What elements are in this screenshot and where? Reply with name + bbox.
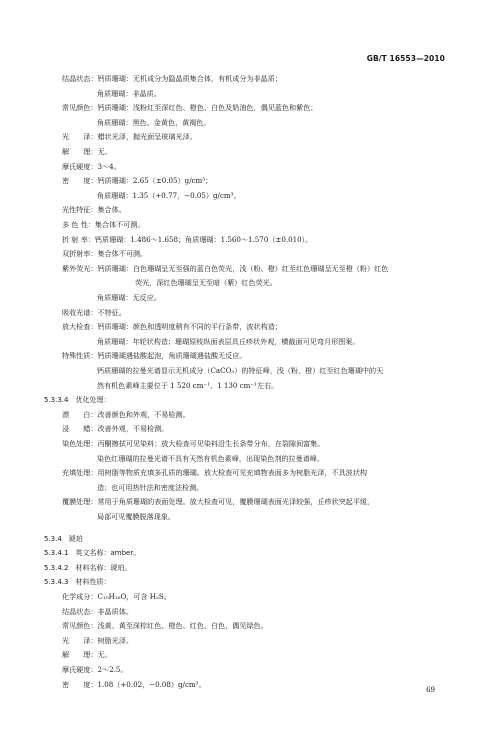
line-cleavage: 解 理：无。 bbox=[62, 147, 112, 156]
line-absorption-spectrum: 吸收光谱：不特征。 bbox=[62, 308, 126, 317]
line-uv-fluorescence: 紫外荧光：钙质珊瑚：白色珊瑚呈无至强的蓝白色荧光，浅（粉、橙）红至红色珊瑚呈无至橙（粉）红色 bbox=[62, 264, 389, 273]
line-amber-common-color: 常见颜色：浅黄、黄至深棕红色、橙色、红色、白色，偶见绿色。 bbox=[62, 621, 268, 630]
line-chemical-composition: 化学成分：C₁₀H₁₆O，可含 H₂S。 bbox=[62, 592, 171, 601]
line-common-color: 常见颜色：钙质珊瑚：浅粉红至深红色、橙色、白色及奶油色，偶见蓝色和紫色； bbox=[62, 103, 318, 112]
line-uv-fluorescence-cont: 荧光，深红色珊瑚呈无至暗（紫）红色荧光。 bbox=[135, 278, 277, 287]
line-magnification: 放大检查：钙质珊瑚：颜色和透明度稍有不同的平行条带，波状构造； bbox=[62, 322, 282, 331]
line-common-color-horny: 角质珊瑚：黑色、金黄色、黄褐色。 bbox=[97, 118, 211, 127]
line-density-horny: 角质珊瑚：1.35（+0.77，−0.05）g/cm³。 bbox=[97, 191, 241, 200]
line-luster: 光 泽：蜡状光泽，抛光面呈玻璃光泽。 bbox=[62, 132, 197, 141]
section-heading-5-3-4-2: 5.3.4.2 材料名称：琥珀。 bbox=[44, 564, 132, 572]
line-coating: 覆膜处理：常用于角质珊瑚的表面处理。放大检查可见，覆膜珊瑚表面光泽较强，丘疹状突起平缓， bbox=[62, 497, 375, 506]
line-amber-crystal-state: 结晶状态：非晶质体。 bbox=[62, 607, 133, 616]
line-density: 密 度：钙质珊瑚：2.65（±0.05）g/cm³； bbox=[62, 176, 213, 185]
section-heading-5-3-4-3: 5.3.4.3 材料性质： bbox=[44, 578, 111, 586]
line-raman-spectrum: 钙质珊瑚的拉曼光谱显示无机成分（CaCO₃）的特征峰，浅（粉、橙）红至红色珊瑚中的天 bbox=[97, 366, 384, 375]
line-amber-density: 密 度：1.08（+0.02，−0.08）g/cm³。 bbox=[62, 680, 206, 689]
standard-number: GB/T 16553—2010 bbox=[366, 54, 445, 63]
line-dyeing: 染色处理：丙酮擦拭可见染料；放大检查可见染料沿生长条带分布，在裂隙间富集。 bbox=[62, 439, 325, 448]
line-uv-fluorescence-horny: 角质珊瑚：无反应。 bbox=[97, 293, 161, 302]
line-amber-cleavage: 解 理：无。 bbox=[62, 650, 112, 659]
line-crystal-state-horny: 角质珊瑚：非晶质。 bbox=[97, 89, 161, 98]
section-heading-5-3-4: 5.3.4 琥珀 bbox=[44, 535, 83, 543]
line-refractive-index: 折 射 率：钙质珊瑚：1.486～1.658；角质珊瑚：1.560～1.570（±0.010）。 bbox=[62, 235, 313, 244]
line-amber-mohs-hardness: 摩氏硬度：2～2.5。 bbox=[62, 665, 128, 674]
line-bleaching: 漂 白：改善颜色和外观，不易检测。 bbox=[62, 410, 190, 419]
line-pleochroism: 多 色 性：集合体不可测。 bbox=[62, 220, 145, 229]
line-coating-cont: 局部可见覆膜脱落现象。 bbox=[97, 512, 176, 521]
line-filling: 充填处理：用树脂等物质充填多孔质的珊瑚。放大检查可见充填物表面多为树脂光泽，不具波状构 bbox=[62, 468, 368, 477]
line-amber-luster: 光 泽：树脂光泽。 bbox=[62, 636, 133, 645]
section-heading-5-3-3-4: 5.3.3.4 优化处理： bbox=[44, 396, 111, 404]
line-magnification-horny: 角质珊瑚：年轮状构造；珊瑚原枝纵面表层具丘疹状外观，横截面可见弯月形图案。 bbox=[97, 337, 360, 346]
line-optic-character: 光性特征：集合体。 bbox=[62, 205, 126, 214]
line-filling-cont: 造；也可用热针法和密度法检测。 bbox=[97, 483, 204, 492]
line-special-properties: 特殊性质：钙质珊瑚遇盐酸起泡，角质珊瑚遇盐酸无反应。 bbox=[62, 351, 247, 360]
page-number: 69 bbox=[426, 686, 435, 694]
line-dyeing-cont: 染色红珊瑚的拉曼光谱不具有天然有机色素峰，出现染色剂的拉曼谱峰。 bbox=[97, 454, 324, 463]
line-raman-spectrum-cont: 然有机色素峰主要位于 1 520 cm⁻¹、1 130 cm⁻¹左右。 bbox=[97, 381, 279, 390]
section-heading-5-3-4-1: 5.3.4.1 英文名称：amber。 bbox=[44, 549, 141, 557]
line-birefringence: 双折射率：集合体不可测。 bbox=[62, 249, 148, 258]
line-mohs-hardness: 摩氏硬度：3～4。 bbox=[62, 162, 121, 171]
line-waxing: 浸 蜡：改善外观，不易检测。 bbox=[62, 424, 169, 433]
line-crystal-state: 结晶状态：钙质珊瑚：无机成分为隐晶质集合体，有机成分为非晶质； bbox=[62, 74, 282, 83]
